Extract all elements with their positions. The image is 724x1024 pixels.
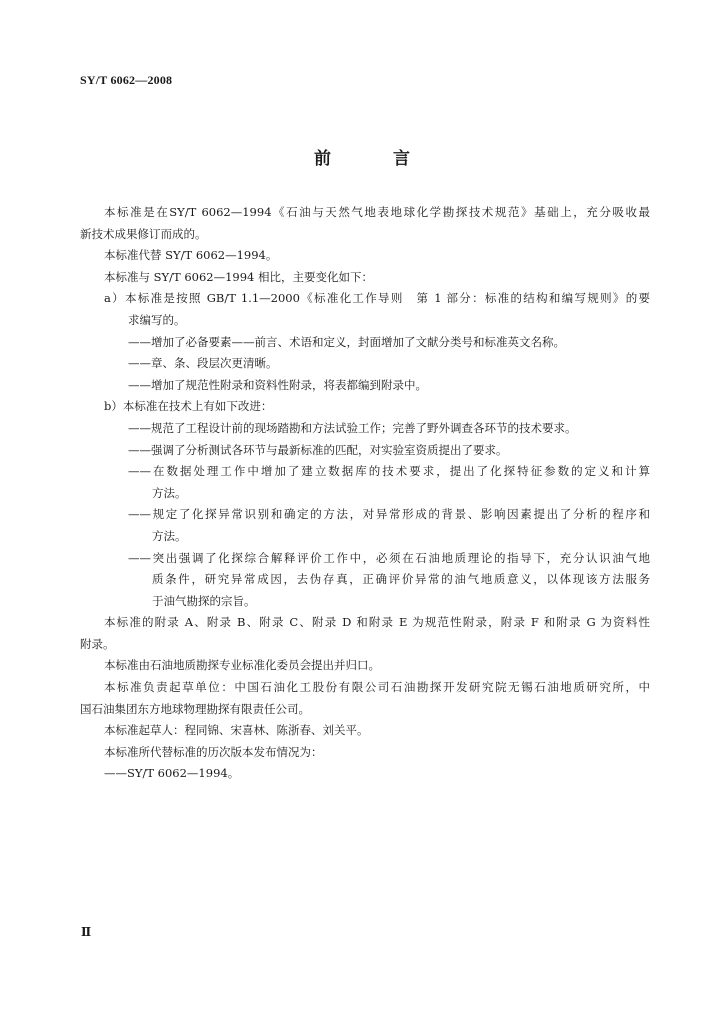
list-item-a: a）本标准是按照 GB/T 1.1—2000《标准化工作导则 第 1 部分：标准的结构和编写规则》的要	[104, 291, 650, 306]
dash-item: ——章、条、段层次更清晰。	[128, 356, 278, 371]
page-title: 前 言	[314, 149, 438, 169]
paragraph-line: 本标准所代替标准的历次版本发布情况为：	[104, 744, 323, 759]
dash-item: ——增加了规范性附录和资料性附录，将表都编到附录中。	[128, 377, 427, 392]
dash-item: ——在数据处理工作中增加了建立数据库的技术要求，提出了化探特征参数的定义和计算	[128, 464, 650, 479]
dash-item-continuation: 方法。	[152, 485, 187, 500]
paragraph-line: 本标准由石油地质勘探专业标准化委员会提出并归口。	[104, 658, 380, 673]
dash-item-continuation: 方法。	[152, 528, 187, 543]
dash-item: ——规定了化探异常识别和确定的方法，对异常形成的背景、影响因素提出了分析的程序和	[128, 507, 650, 522]
paragraph-line: 本标准负责起草单位：中国石油化工股份有限公司石油勘探开发研究院无锡石油地质研究所，中	[104, 680, 650, 695]
paragraph-line: 国石油集团东方地球物理勘探有限责任公司。	[80, 701, 310, 716]
paragraph-line: 新技术成果修订而成的。	[80, 226, 207, 241]
standard-code-header: SY/T 6062—2008	[80, 73, 173, 87]
paragraph-line: 本标准的附录 A、附录 B、附录 C、附录 D 和附录 E 为规范性附录，附录 F 和附录 G 为资料性	[104, 615, 650, 630]
dash-item: ——突出强调了化探综合解释评价工作中，必须在石油地质理论的指导下，充分认识油气地	[128, 550, 650, 565]
paragraph-line: 附录。	[80, 636, 115, 651]
dash-item-continuation: 于油气勘探的宗旨。	[152, 593, 256, 608]
dash-item: ——规范了工程设计前的现场踏勘和方法试验工作；完善了野外调查各环节的技术要求。	[128, 420, 577, 435]
paragraph-line: 本标准是在SY/T 6062—1994《石油与天然气地表地球化学勘探技术规范》基础上，充分吸收最	[104, 205, 650, 219]
dash-item: ——增加了必备要素——前言、术语和定义，封面增加了文献分类号和标准英文名称。	[128, 334, 565, 349]
paragraph-line: 求编写的。	[128, 312, 186, 327]
paragraph-line: 本标准代替 SY/T 6062—1994。	[104, 248, 278, 263]
dash-item-continuation: 质条件，研究异常成因，去伪存真，正确评价异常的油气地质意义，以体现该方法服务	[152, 572, 650, 587]
preface-body	[80, 202, 650, 785]
list-item-b: b）本标准在技术上有如下改进：	[104, 399, 273, 414]
page-number: Ⅱ	[81, 925, 92, 939]
paragraph-line: 本标准与 SY/T 6062—1994 相比，主要变化如下：	[104, 269, 374, 284]
paragraph-line: 本标准起草人：程同锦、宋喜林、陈浙春、刘关平。	[104, 723, 369, 738]
dash-item: ——强调了分析测试各环节与最新标准的匹配，对实验室资质提出了要求。	[128, 442, 508, 457]
paragraph-line: ——SY/T 6062—1994。	[104, 766, 240, 781]
